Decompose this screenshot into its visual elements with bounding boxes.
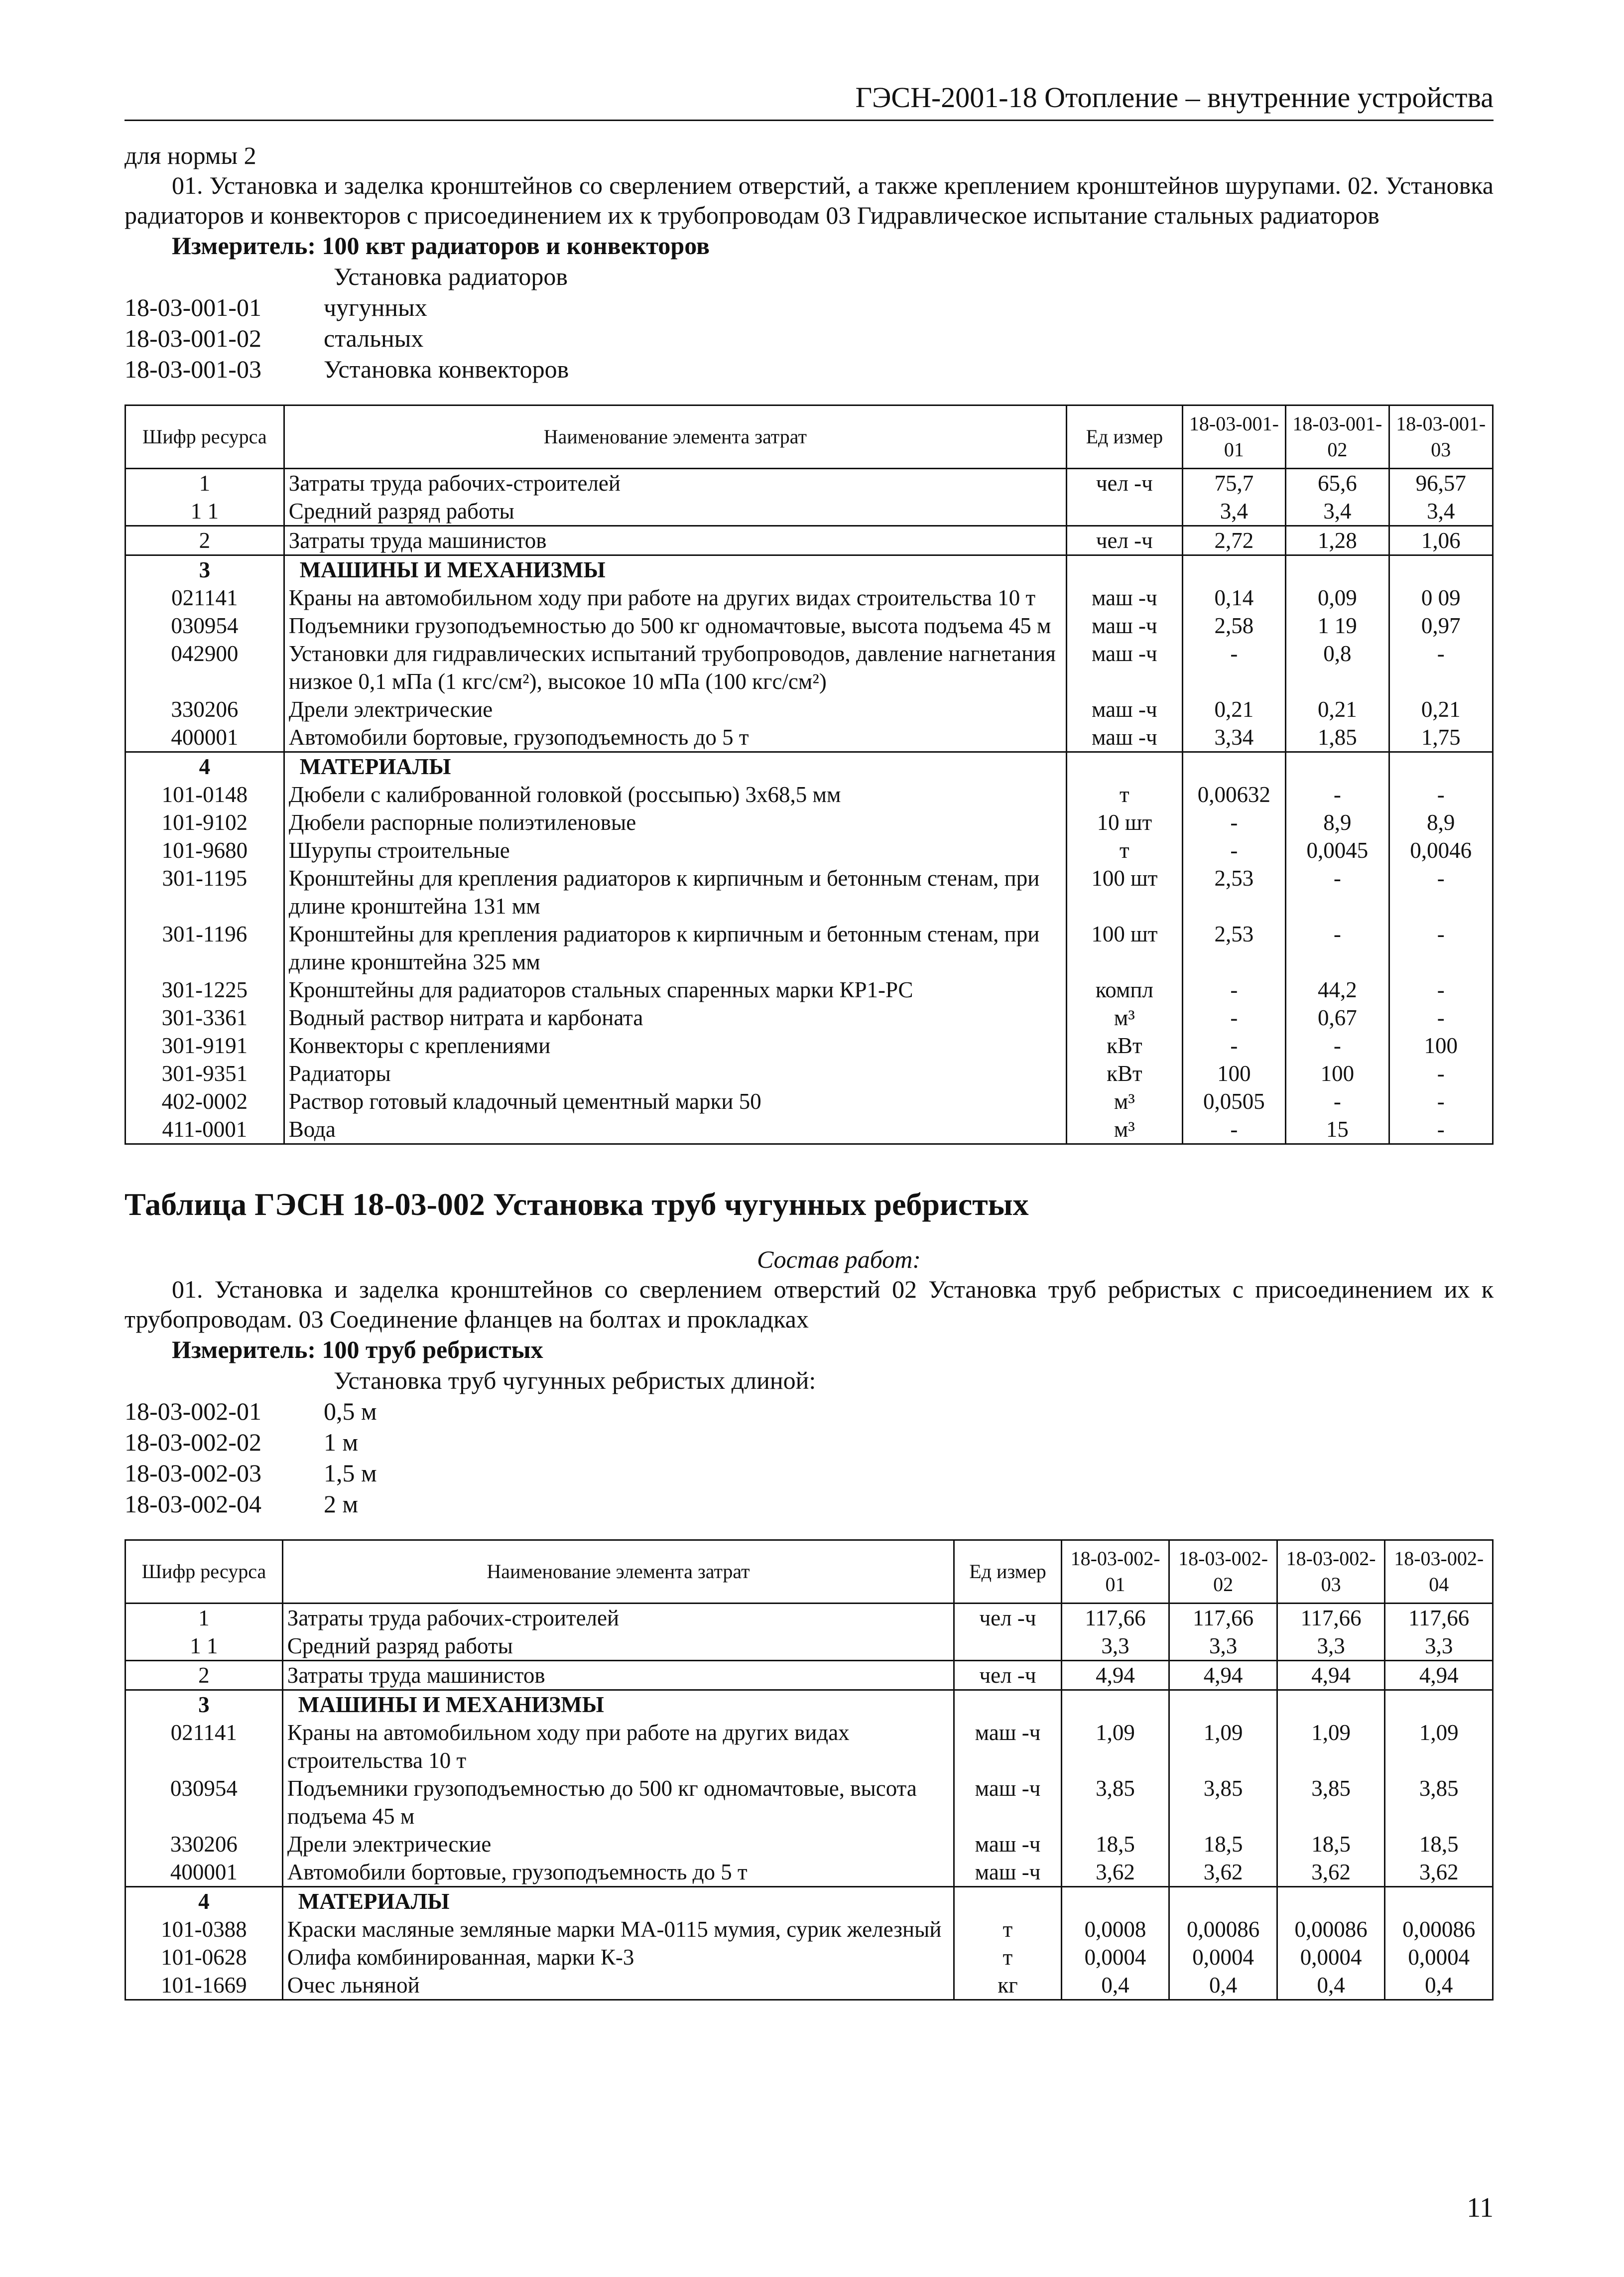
table-row — [125, 1087, 1493, 1115]
value-cell: - — [1389, 1060, 1493, 1087]
unit-cell: чел -ч — [1067, 526, 1183, 555]
resource-code: 030954 — [125, 1774, 283, 1830]
resource-name: Краски масляные земляные марки МА-0115 мумия, сурик железный — [282, 1915, 954, 1943]
value-cell: 100 — [1286, 1060, 1389, 1087]
page-number: 11 — [1467, 2192, 1494, 2223]
value-cell: 117,66 — [1169, 1604, 1277, 1632]
table-row — [125, 555, 1493, 584]
resource-name: Дюбели с калиброванной головкой (россыпью) 3х68,5 мм — [284, 781, 1066, 808]
running-header: ГЭСН-2001-18 Отопление – внутренние устройства — [855, 81, 1494, 114]
value-cell: 0,97 — [1389, 612, 1493, 640]
column-header: Наименование элемента затрат — [284, 405, 1066, 469]
resource-name: МАШИНЫ И МЕХАНИЗМЫ — [282, 1690, 954, 1719]
resource-code: 2 — [125, 526, 284, 555]
value-cell: 1,06 — [1389, 526, 1493, 555]
value-cell: 3,4 — [1182, 497, 1285, 526]
value-cell: - — [1389, 1087, 1493, 1115]
resource-code: 3 — [125, 1690, 283, 1719]
value-cell: 3,62 — [1169, 1858, 1277, 1887]
resource-name: Олифа комбинированная, марки К-3 — [282, 1943, 954, 1971]
value-cell: 4,94 — [1061, 1661, 1169, 1690]
resource-code: 030954 — [125, 612, 284, 640]
resource-name: Автомобили бортовые, грузоподъемность до 5 т — [282, 1858, 954, 1887]
unit-cell: т — [1067, 781, 1183, 808]
table-row — [125, 1719, 1493, 1774]
value-cell: 3,3 — [1277, 1632, 1385, 1661]
table-row — [125, 920, 1493, 976]
norm-name: чугунных — [324, 293, 427, 321]
table-row — [125, 1632, 1493, 1661]
resource-name: Подъемники грузоподъемностью до 500 кг одномачтовые, высота подъема 45 м — [282, 1774, 954, 1830]
value-cell: 1,09 — [1169, 1719, 1277, 1774]
value-cell: 18,5 — [1277, 1830, 1385, 1858]
value-cell: 3,3 — [1169, 1632, 1277, 1661]
value-cell: 0,0045 — [1286, 836, 1389, 864]
value-cell: 18,5 — [1061, 1830, 1169, 1858]
resource-code: 301-1196 — [125, 920, 284, 976]
measure-value-2: 100 труб ребристых — [322, 1336, 543, 1363]
value-cell: 100 — [1389, 1032, 1493, 1060]
resource-code: 400001 — [125, 723, 284, 752]
value-cell: 3,3 — [1385, 1632, 1493, 1661]
unit-cell: м³ — [1067, 1004, 1183, 1032]
norm-code: 18-03-001-01 — [125, 293, 261, 321]
table-row — [125, 612, 1493, 640]
value-cell — [1286, 752, 1389, 781]
resource-name: Водный раствор нитрата и карбоната — [284, 1004, 1066, 1032]
resource-name: Очес льняной — [282, 1971, 954, 2000]
norm-code: 18-03-001-03 — [125, 355, 261, 383]
header-divider — [125, 120, 1494, 121]
table-row — [125, 723, 1493, 752]
value-cell: 0,4 — [1061, 1971, 1169, 2000]
table-row — [125, 1661, 1493, 1690]
column-header: 18-03-002-03 — [1277, 1540, 1385, 1604]
column-header: 18-03-001-02 — [1286, 405, 1389, 469]
table-row — [125, 836, 1493, 864]
value-cell: - — [1286, 864, 1389, 920]
resource-code: 4 — [125, 752, 284, 781]
value-cell: 0,00086 — [1385, 1915, 1493, 1943]
norm-code: 18-03-002-02 — [125, 1428, 261, 1456]
resource-code: 101-9102 — [125, 808, 284, 836]
value-cell: 0,14 — [1182, 584, 1285, 612]
value-cell: - — [1286, 1032, 1389, 1060]
norm-item — [125, 1427, 1494, 1458]
resource-code: 402-0002 — [125, 1087, 284, 1115]
resource-code: 101-0628 — [125, 1943, 283, 1971]
resource-code: 400001 — [125, 1858, 283, 1887]
resource-name: Автомобили бортовые, грузоподъемность до 5 т — [284, 723, 1066, 752]
value-cell: - — [1389, 781, 1493, 808]
value-cell — [1286, 555, 1389, 584]
measure-2 — [125, 1334, 1494, 1365]
table-row — [125, 1830, 1493, 1858]
value-cell: 4,94 — [1277, 1661, 1385, 1690]
value-cell: 3,34 — [1182, 723, 1285, 752]
composition-label-2: Состав работ: — [756, 1245, 921, 1273]
unit-cell: кг — [954, 1971, 1062, 2000]
resource-table-2 — [125, 1539, 1494, 2001]
value-cell: 0,8 — [1286, 640, 1389, 695]
unit-cell: кВт — [1067, 1060, 1183, 1087]
value-cell: 0,00086 — [1169, 1915, 1277, 1943]
norm-code: 18-03-002-04 — [125, 1490, 261, 1518]
value-cell: - — [1389, 1004, 1493, 1032]
norm-item — [125, 292, 1494, 323]
resource-code: 021141 — [125, 1719, 283, 1774]
norm-intro: для нормы 2 — [125, 141, 256, 169]
resource-code: 301-9191 — [125, 1032, 284, 1060]
table-row — [125, 469, 1493, 498]
value-cell: 4,94 — [1385, 1661, 1493, 1690]
resource-name: Дрели электрические — [282, 1830, 954, 1858]
value-cell: 0,21 — [1286, 695, 1389, 723]
unit-cell: 10 шт — [1067, 808, 1183, 836]
value-cell: 2,72 — [1182, 526, 1285, 555]
resource-name: Шурупы строительные — [284, 836, 1066, 864]
resource-name: МАШИНЫ И МЕХАНИЗМЫ — [284, 555, 1066, 584]
norm-name: стальных — [324, 324, 424, 352]
value-cell: 0,00086 — [1277, 1915, 1385, 1943]
measure-value-1: 100 квт радиаторов и конвекторов — [322, 232, 710, 260]
value-cell: 0,21 — [1389, 695, 1493, 723]
value-cell: - — [1182, 1115, 1285, 1144]
value-cell: 3,3 — [1061, 1632, 1169, 1661]
measure-label-1: Измеритель: — [172, 232, 316, 260]
norm-code: 18-03-002-03 — [125, 1459, 261, 1487]
value-cell: 3,85 — [1061, 1774, 1169, 1830]
value-cell: 3,85 — [1385, 1774, 1493, 1830]
table-row — [125, 497, 1493, 526]
value-cell: 18,5 — [1385, 1830, 1493, 1858]
value-cell: 1,09 — [1277, 1719, 1385, 1774]
value-cell: 4,94 — [1169, 1661, 1277, 1690]
column-header: 18-03-002-01 — [1061, 1540, 1169, 1604]
value-cell: 1 19 — [1286, 612, 1389, 640]
value-cell: 0,0046 — [1389, 836, 1493, 864]
value-cell: 0,67 — [1286, 1004, 1389, 1032]
value-cell: 100 — [1182, 1060, 1285, 1087]
column-header: Шифр ресурса — [125, 1540, 283, 1604]
value-cell: 2,58 — [1182, 612, 1285, 640]
value-cell: 117,66 — [1277, 1604, 1385, 1632]
unit-cell: 100 шт — [1067, 920, 1183, 976]
resource-code: 1 — [125, 469, 284, 498]
value-cell — [1385, 1887, 1493, 1916]
unit-cell: маш -ч — [954, 1774, 1062, 1830]
resource-name: Кронштейны для радиаторов стальных спаренных марки КР1-РС — [284, 976, 1066, 1004]
unit-cell: кВт — [1067, 1032, 1183, 1060]
norm-item — [125, 323, 1494, 354]
resource-name: Дюбели распорные полиэтиленовые — [284, 808, 1066, 836]
value-cell: 0,4 — [1385, 1971, 1493, 2000]
column-header: 18-03-001-01 — [1182, 405, 1285, 469]
unit-cell: маш -ч — [954, 1830, 1062, 1858]
unit-cell: чел -ч — [954, 1661, 1062, 1690]
unit-cell: маш -ч — [1067, 640, 1183, 695]
unit-cell: чел -ч — [954, 1604, 1062, 1632]
norm-list-2 — [125, 1396, 1494, 1519]
value-cell: 3,85 — [1277, 1774, 1385, 1830]
norm-name: 1,5 м — [324, 1459, 377, 1487]
resource-name: Краны на автомобильном ходу при работе на других видах строительства 10 т — [284, 584, 1066, 612]
resource-code: 1 1 — [125, 497, 284, 526]
table-row — [125, 1858, 1493, 1887]
resource-name: Краны на автомобильном ходу при работе на других видах строительства 10 т — [282, 1719, 954, 1774]
norm-code: 18-03-001-02 — [125, 324, 261, 352]
column-header: 18-03-002-02 — [1169, 1540, 1277, 1604]
value-cell: 75,7 — [1182, 469, 1285, 498]
column-header: 18-03-002-04 — [1385, 1540, 1493, 1604]
table-row — [125, 752, 1493, 781]
resource-name: Дрели электрические — [284, 695, 1066, 723]
value-cell: - — [1182, 1004, 1285, 1032]
value-cell: 117,66 — [1061, 1604, 1169, 1632]
unit-cell — [1067, 555, 1183, 584]
norm-item — [125, 1488, 1494, 1519]
unit-cell: чел -ч — [1067, 469, 1183, 498]
unit-cell: маш -ч — [1067, 612, 1183, 640]
column-header: Наименование элемента затрат — [282, 1540, 954, 1604]
resource-code: 411-0001 — [125, 1115, 284, 1144]
value-cell: 0,0004 — [1385, 1943, 1493, 1971]
resource-code: 330206 — [125, 1830, 283, 1858]
value-cell: 1,09 — [1385, 1719, 1493, 1774]
resource-code: 1 1 — [125, 1632, 283, 1661]
value-cell: - — [1182, 976, 1285, 1004]
value-cell: - — [1182, 836, 1285, 864]
value-cell — [1389, 555, 1493, 584]
column-header: 18-03-001-03 — [1389, 405, 1493, 469]
value-cell: 3,85 — [1169, 1774, 1277, 1830]
table-row — [125, 781, 1493, 808]
value-cell: - — [1182, 640, 1285, 695]
value-cell: - — [1389, 976, 1493, 1004]
value-cell: 1,09 — [1061, 1719, 1169, 1774]
value-cell: 0,00632 — [1182, 781, 1285, 808]
norm-item — [125, 1396, 1494, 1427]
resource-code: 2 — [125, 1661, 283, 1690]
value-cell — [1385, 1690, 1493, 1719]
resource-table-1 — [125, 404, 1494, 1145]
unit-cell: т — [954, 1915, 1062, 1943]
value-cell: - — [1389, 864, 1493, 920]
resource-name: Затраты труда машинистов — [284, 526, 1066, 555]
value-cell: 8,9 — [1389, 808, 1493, 836]
unit-cell: т — [1067, 836, 1183, 864]
value-cell: 65,6 — [1286, 469, 1389, 498]
value-cell — [1182, 555, 1285, 584]
value-cell — [1061, 1887, 1169, 1916]
norm-name: 1 м — [324, 1428, 359, 1456]
value-cell: 0,0505 — [1182, 1087, 1285, 1115]
resource-code: 101-0388 — [125, 1915, 283, 1943]
resource-name: МАТЕРИАЛЫ — [282, 1887, 954, 1916]
value-cell: 1,85 — [1286, 723, 1389, 752]
norm-name: 2 м — [324, 1490, 359, 1518]
resource-name: Вода — [284, 1115, 1066, 1144]
norm-list-1 — [125, 292, 1494, 385]
resource-code: 330206 — [125, 695, 284, 723]
resource-name: Радиаторы — [284, 1060, 1066, 1087]
unit-cell: компл — [1067, 976, 1183, 1004]
value-cell: 2,53 — [1182, 920, 1285, 976]
resource-code: 301-9351 — [125, 1060, 284, 1087]
unit-cell: т — [954, 1943, 1062, 1971]
table-row — [125, 1032, 1493, 1060]
value-cell: 15 — [1286, 1115, 1389, 1144]
value-cell: - — [1389, 1115, 1493, 1144]
resource-name: МАТЕРИАЛЫ — [284, 752, 1066, 781]
table-row — [125, 1115, 1493, 1144]
value-cell: 18,5 — [1169, 1830, 1277, 1858]
value-cell: - — [1286, 781, 1389, 808]
unit-cell: маш -ч — [954, 1719, 1062, 1774]
value-cell: 0,0004 — [1169, 1943, 1277, 1971]
value-cell: 0,09 — [1286, 584, 1389, 612]
norm-item — [125, 1458, 1494, 1488]
resource-code: 021141 — [125, 584, 284, 612]
norm-name: 0,5 м — [324, 1397, 377, 1425]
value-cell: 96,57 — [1389, 469, 1493, 498]
resource-name: Раствор готовый кладочный цементный марки 50 — [284, 1087, 1066, 1115]
value-cell: 0,0004 — [1277, 1943, 1385, 1971]
table-row — [125, 695, 1493, 723]
unit-cell: маш -ч — [954, 1858, 1062, 1887]
value-cell: 3,4 — [1286, 497, 1389, 526]
resource-name: Конвекторы с креплениями — [284, 1032, 1066, 1060]
resource-code: 101-9680 — [125, 836, 284, 864]
unit-cell: маш -ч — [1067, 584, 1183, 612]
unit-cell — [954, 1690, 1062, 1719]
unit-cell: м³ — [1067, 1115, 1183, 1144]
resource-code: 301-3361 — [125, 1004, 284, 1032]
value-cell: - — [1182, 808, 1285, 836]
resource-code: 4 — [125, 1887, 283, 1916]
subheading-2: Установка труб чугунных ребристых длиной: — [334, 1366, 816, 1394]
value-cell — [1277, 1887, 1385, 1916]
table-row — [125, 864, 1493, 920]
value-cell: - — [1286, 920, 1389, 976]
table-row — [125, 1690, 1493, 1719]
norm-item — [125, 354, 1494, 385]
value-cell: 0,4 — [1169, 1971, 1277, 2000]
measure-1 — [125, 230, 1494, 261]
table-row — [125, 976, 1493, 1004]
resource-code: 101-0148 — [125, 781, 284, 808]
resource-name: Затраты труда рабочих-строителей — [284, 469, 1066, 498]
resource-code: 101-1669 — [125, 1971, 283, 2000]
unit-cell: 100 шт — [1067, 864, 1183, 920]
unit-cell — [1067, 752, 1183, 781]
table-row — [125, 584, 1493, 612]
table-row — [125, 1887, 1493, 1916]
resource-name: Кронштейны для крепления радиаторов к кирпичным и бетонным стенам, при длине кронштейна 131 мм — [284, 864, 1066, 920]
resource-code: 301-1195 — [125, 864, 284, 920]
unit-cell — [954, 1887, 1062, 1916]
measure-label-2: Измеритель: — [172, 1336, 316, 1363]
value-cell: - — [1286, 1087, 1389, 1115]
value-cell: 0,21 — [1182, 695, 1285, 723]
resource-name: Затраты труда рабочих-строителей — [282, 1604, 954, 1632]
resource-code: 301-1225 — [125, 976, 284, 1004]
resource-name: Средний разряд работы — [282, 1632, 954, 1661]
table-row — [125, 1004, 1493, 1032]
unit-cell: маш -ч — [1067, 723, 1183, 752]
unit-cell: м³ — [1067, 1087, 1183, 1115]
table-row — [125, 526, 1493, 555]
value-cell: 1,75 — [1389, 723, 1493, 752]
page-content — [125, 140, 1494, 2001]
table-row — [125, 1060, 1493, 1087]
column-header: Шифр ресурса — [125, 405, 284, 469]
value-cell: 0,4 — [1277, 1971, 1385, 2000]
unit-cell — [954, 1632, 1062, 1661]
value-cell: - — [1389, 920, 1493, 976]
column-header: Ед измер — [1067, 405, 1183, 469]
resource-name: Средний разряд работы — [284, 497, 1066, 526]
table-row — [125, 1915, 1493, 1943]
unit-cell: маш -ч — [1067, 695, 1183, 723]
value-cell: 117,66 — [1385, 1604, 1493, 1632]
value-cell: 0,0008 — [1061, 1915, 1169, 1943]
resource-name: Затраты труда машинистов — [282, 1661, 954, 1690]
value-cell: 0 09 — [1389, 584, 1493, 612]
value-cell — [1182, 752, 1285, 781]
unit-cell — [1067, 497, 1183, 526]
value-cell: 3,62 — [1061, 1858, 1169, 1887]
value-cell: 3,62 — [1385, 1858, 1493, 1887]
composition-text-1: 01. Установка и заделка кронштейнов со сверлением отверстий, а также креплением кронштейнов шурупами. 02. Установка радиаторов и конвекторов с присоединением их к трубопроводам 03 Гидравлическое испытание стальных радиаторов — [125, 171, 1494, 229]
value-cell: 8,9 — [1286, 808, 1389, 836]
norm-name: Установка конвекторов — [324, 355, 569, 383]
table-row — [125, 808, 1493, 836]
value-cell: 3,62 — [1277, 1858, 1385, 1887]
resource-code: 042900 — [125, 640, 284, 695]
column-header: Ед измер — [954, 1540, 1062, 1604]
value-cell — [1169, 1887, 1277, 1916]
table-row — [125, 1943, 1493, 1971]
composition-text-2: 01. Установка и заделка кронштейнов со сверлением отверстий 02 Установка труб ребристых с присоединением их к трубопроводам. 03 Соединение фланцев на болтах и прокладках — [125, 1275, 1494, 1333]
resource-name: Кронштейны для крепления радиаторов к кирпичным и бетонным стенам, при длине кронштейна 325 мм — [284, 920, 1066, 976]
value-cell — [1277, 1690, 1385, 1719]
resource-code: 3 — [125, 555, 284, 584]
value-cell — [1389, 752, 1493, 781]
resource-name: Подъемники грузоподъемностью до 500 кг одномачтовые, высота подъема 45 м — [284, 612, 1066, 640]
resource-code: 1 — [125, 1604, 283, 1632]
table-row — [125, 1971, 1493, 2000]
table-row — [125, 640, 1493, 695]
table-title-2: Таблица ГЭСН 18-03-002 Установка труб чугунных ребристых — [125, 1187, 1029, 1222]
value-cell — [1169, 1690, 1277, 1719]
value-cell: 2,53 — [1182, 864, 1285, 920]
value-cell: 1,28 — [1286, 526, 1389, 555]
value-cell: 3,4 — [1389, 497, 1493, 526]
value-cell: - — [1389, 640, 1493, 695]
subheading-1: Установка радиаторов — [334, 263, 568, 290]
table-row — [125, 1604, 1493, 1632]
value-cell — [1061, 1690, 1169, 1719]
value-cell: 0,0004 — [1061, 1943, 1169, 1971]
resource-name: Установки для гидравлических испытаний трубопроводов, давление нагнетания низкое 0,1 мПа (1 кгс/см²), высокое 10 мПа (100 кгс/см²) — [284, 640, 1066, 695]
table-row — [125, 1774, 1493, 1830]
value-cell: 44,2 — [1286, 976, 1389, 1004]
norm-code: 18-03-002-01 — [125, 1397, 261, 1425]
value-cell: - — [1182, 1032, 1285, 1060]
